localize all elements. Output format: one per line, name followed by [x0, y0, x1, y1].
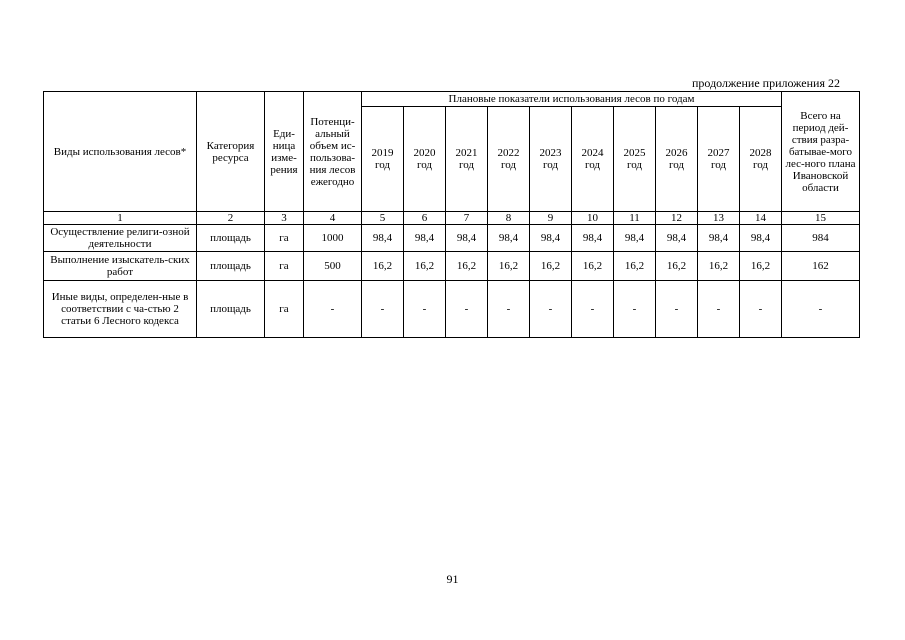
cell-year-value: 16,2 — [614, 252, 656, 281]
cell-year-value: 98,4 — [740, 225, 782, 252]
column-number: 15 — [782, 212, 860, 225]
table-row — [44, 252, 860, 281]
header-year: 2019 год — [362, 107, 404, 212]
header-year: 2020 год — [404, 107, 446, 212]
header-unit: Еди-ница изме-рения — [265, 92, 304, 212]
cell-year-value: - — [362, 281, 404, 338]
cell-total: - — [782, 281, 860, 338]
cell-year-value: - — [656, 281, 698, 338]
cell-year-value: 16,2 — [656, 252, 698, 281]
header-year: 2025 год — [614, 107, 656, 212]
column-number: 13 — [698, 212, 740, 225]
cell-use-type: Иные виды, определен-ные в соответствии с ча-стью 2 статьи 6 Лесного кодекса — [44, 281, 197, 338]
column-number-row — [44, 212, 860, 225]
header-year: 2026 год — [656, 107, 698, 212]
cell-category: площадь — [197, 252, 265, 281]
cell-year-value: - — [698, 281, 740, 338]
cell-year-value: - — [404, 281, 446, 338]
column-number: 11 — [614, 212, 656, 225]
cell-year-value: 16,2 — [362, 252, 404, 281]
cell-year-value: 98,4 — [404, 225, 446, 252]
cell-year-value: - — [446, 281, 488, 338]
column-number: 12 — [656, 212, 698, 225]
continuation-note: продолжение приложения 22 — [692, 76, 840, 90]
column-number: 1 — [44, 212, 197, 225]
cell-unit: га — [265, 225, 304, 252]
column-number: 14 — [740, 212, 782, 225]
cell-category: площадь — [197, 225, 265, 252]
column-number: 6 — [404, 212, 446, 225]
table-row — [44, 225, 860, 252]
column-number: 7 — [446, 212, 488, 225]
cell-use-type: Осуществление религи-озной деятельности — [44, 225, 197, 252]
cell-year-value: 98,4 — [446, 225, 488, 252]
cell-year-value: 98,4 — [572, 225, 614, 252]
cell-year-value: 16,2 — [740, 252, 782, 281]
cell-year-value: - — [572, 281, 614, 338]
cell-potential: 1000 — [304, 225, 362, 252]
cell-year-value: 16,2 — [488, 252, 530, 281]
column-number: 10 — [572, 212, 614, 225]
header-plan-group: Плановые показатели использования лесов по годам — [362, 92, 782, 107]
forest-use-plan-table — [43, 91, 860, 338]
cell-year-value: 98,4 — [614, 225, 656, 252]
page-number: 91 — [446, 572, 459, 586]
cell-year-value: 16,2 — [572, 252, 614, 281]
column-number: 4 — [304, 212, 362, 225]
cell-total: 984 — [782, 225, 860, 252]
cell-year-value: 98,4 — [362, 225, 404, 252]
header-use-type: Виды использования лесов* — [44, 92, 197, 212]
header-potential-volume: Потенци-альный объем ис-пользова-ния лесов ежегодно — [304, 92, 362, 212]
column-number: 9 — [530, 212, 572, 225]
header-resource-category: Категория ресурса — [197, 92, 265, 212]
cell-year-value: - — [614, 281, 656, 338]
table-row — [44, 281, 860, 338]
cell-year-value: 16,2 — [446, 252, 488, 281]
cell-year-value: 16,2 — [530, 252, 572, 281]
cell-year-value: 98,4 — [488, 225, 530, 252]
cell-year-value: 16,2 — [698, 252, 740, 281]
column-number: 2 — [197, 212, 265, 225]
cell-year-value: 98,4 — [698, 225, 740, 252]
column-number: 5 — [362, 212, 404, 225]
header-total: Всего на период дей-ствия разра-батывае-мого лес-ного плана Ивановской области — [782, 92, 860, 212]
header-year: 2022 год — [488, 107, 530, 212]
cell-year-value: 98,4 — [530, 225, 572, 252]
column-number: 8 — [488, 212, 530, 225]
header-year: 2021 год — [446, 107, 488, 212]
cell-category: площадь — [197, 281, 265, 338]
cell-year-value: 16,2 — [404, 252, 446, 281]
cell-total: 162 — [782, 252, 860, 281]
cell-potential: - — [304, 281, 362, 338]
cell-potential: 500 — [304, 252, 362, 281]
header-year: 2023 год — [530, 107, 572, 212]
cell-year-value: - — [740, 281, 782, 338]
cell-year-value: - — [488, 281, 530, 338]
header-year: 2024 год — [572, 107, 614, 212]
column-number: 3 — [265, 212, 304, 225]
header-row-top — [44, 92, 860, 107]
cell-unit: га — [265, 281, 304, 338]
cell-use-type: Выполнение изыскатель-ских работ — [44, 252, 197, 281]
cell-unit: га — [265, 252, 304, 281]
header-year: 2028 год — [740, 107, 782, 212]
cell-year-value: - — [530, 281, 572, 338]
cell-year-value: 98,4 — [656, 225, 698, 252]
header-year: 2027 год — [698, 107, 740, 212]
